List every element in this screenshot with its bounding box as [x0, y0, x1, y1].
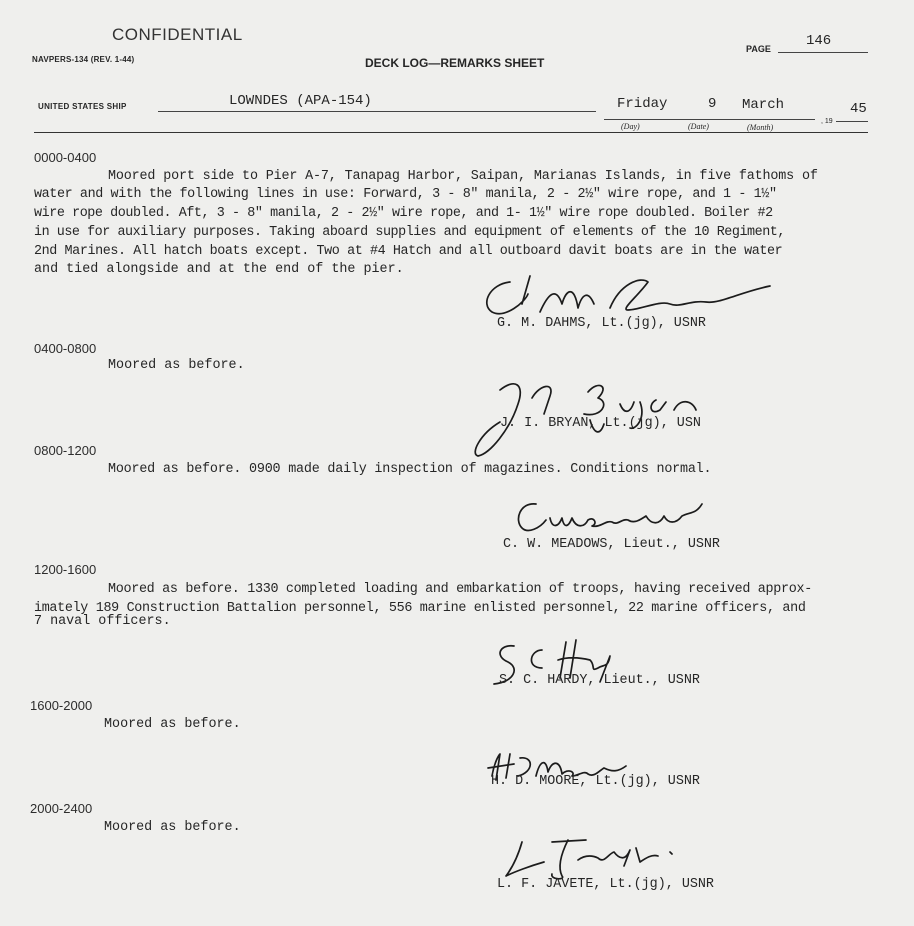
ship-name: LOWNDES (APA-154): [229, 93, 372, 109]
entry-line: 2nd Marines. All hatch boats except. Two at #4 Hatch and all outboard davit boats are in the water: [34, 244, 783, 259]
date-value: 9: [708, 96, 717, 112]
entry-line: Moored port side to Pier A-7, Tanapag Harbor, Saipan, Marianas Islands, in five fathoms of: [108, 169, 818, 184]
form-number: NAVPERS-134 (REV. 1-44): [32, 55, 135, 64]
entry-line: Moored as before. 0900 made daily inspection of magazines. Conditions normal.: [108, 462, 712, 477]
date-underline: [604, 119, 815, 120]
watch-time: 0800-1200: [34, 443, 97, 458]
classification-heading: CONFIDENTIAL: [112, 25, 243, 44]
year-value: 45: [850, 101, 867, 117]
signature-name: S. C. HARDY, Lieut., USNR: [499, 673, 700, 688]
ship-underline: [158, 111, 596, 112]
watch-time: 0000-0400: [34, 150, 97, 165]
entry-line: Moored as before.: [104, 820, 241, 835]
page-underline: [778, 52, 868, 53]
year-prefix: , 19: [821, 118, 833, 125]
signature-meadows: [510, 494, 710, 538]
year-underline: [836, 121, 868, 122]
sheet-title: DECK LOG—REMARKS SHEET: [365, 56, 545, 70]
header-rule: [34, 132, 868, 133]
signature-dahms: [470, 264, 790, 324]
watch-time: 0400-0800: [34, 341, 97, 356]
date-label: (Date): [688, 122, 709, 131]
page-label: PAGE: [746, 44, 771, 54]
entry-line: wire rope doubled. Aft, 3 - 8" manila, 2 - 2½" wire rope, and 1- 1½" wire rope doubled. Boiler #2: [34, 206, 773, 221]
entry-line: water and with the following lines in use: Forward, 3 - 8" manila, 2 - 2½" wire rope, and 1 - 1½": [34, 187, 777, 202]
entry-line: Moored as before. 1330 completed loading and embarkation of troops, having received approx-: [108, 582, 812, 597]
month-value: March: [742, 97, 785, 113]
watch-time: 1200-1600: [34, 562, 97, 577]
entry-line: Moored as before.: [108, 358, 245, 373]
signature-name: C. W. MEADOWS, Lieut., USNR: [503, 537, 720, 552]
page-number: 146: [806, 33, 832, 49]
entry-line: imately 189 Construction Battalion personnel, 556 marine enlisted personnel, 22 marine officers, and: [34, 601, 806, 616]
watch-time: 1600-2000: [30, 698, 93, 713]
day-label: (Day): [621, 122, 640, 131]
entry-line: in use for auxiliary purposes. Taking aboard supplies and equipment of elements of the 10 Regiment,: [34, 225, 785, 240]
signature-name: L. F. JAVETE, Lt.(jg), USNR: [497, 877, 714, 892]
month-label: (Month): [747, 123, 774, 132]
signature-name: J. I. BRYAN, Lt.(jg), USN: [500, 416, 701, 431]
day-value: Friday: [617, 96, 668, 112]
signature-name: G. M. DAHMS, Lt.(jg), USNR: [497, 316, 706, 331]
signature-name: H. D. MOORE, Lt.(jg), USNR: [491, 774, 700, 789]
entry-line: and tied alongside and at the end of the pier.: [34, 262, 404, 277]
entry-line: Moored as before.: [104, 717, 241, 732]
watch-time: 2000-2400: [30, 801, 93, 816]
entry-line: 7 naval officers.: [34, 614, 171, 629]
ship-label: UNITED STATES SHIP: [38, 102, 127, 111]
